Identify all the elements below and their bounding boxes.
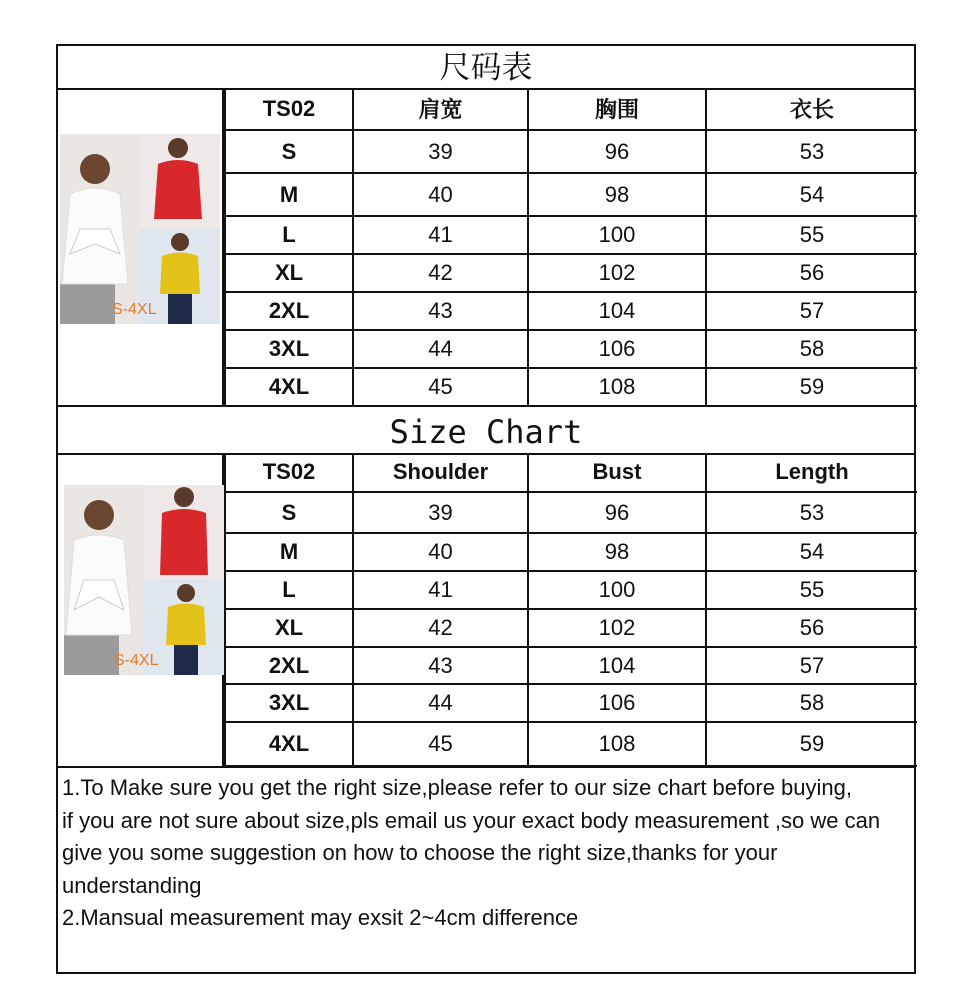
size-cell: 4XL	[225, 722, 353, 766]
table-row	[225, 368, 917, 406]
value-cell: 56	[706, 254, 917, 292]
header-cell: 胸围	[528, 88, 706, 130]
header-cell: TS02	[225, 453, 353, 492]
value-cell: 98	[528, 173, 706, 216]
value-cell: 45	[353, 722, 528, 766]
table-header-row	[225, 453, 917, 492]
size-cell: S	[225, 492, 353, 533]
size-cell: XL	[225, 609, 353, 647]
table-row	[225, 571, 917, 609]
value-cell: 96	[528, 492, 706, 533]
chinese-title: 尺码表	[439, 50, 533, 86]
chinese-size-table	[224, 88, 917, 407]
english-size-table	[224, 453, 917, 767]
table-row	[225, 647, 917, 684]
size-cell: 4XL	[225, 368, 353, 406]
value-cell: 55	[706, 216, 917, 254]
value-cell: 54	[706, 173, 917, 216]
table-row	[225, 330, 917, 368]
value-cell: 41	[353, 216, 528, 254]
value-cell: 39	[353, 492, 528, 533]
value-cell: 43	[353, 647, 528, 684]
value-cell: 59	[706, 722, 917, 766]
value-cell: 55	[706, 571, 917, 609]
size-cell: M	[225, 173, 353, 216]
size-cell: L	[225, 571, 353, 609]
value-cell: 98	[528, 533, 706, 571]
header-cell: Shoulder	[353, 453, 528, 492]
value-cell: 57	[706, 292, 917, 330]
value-cell: 39	[353, 130, 528, 173]
size-cell: 2XL	[225, 647, 353, 684]
value-cell: 42	[353, 609, 528, 647]
value-cell: 43	[353, 292, 528, 330]
header-cell: TS02	[225, 88, 353, 130]
note-line: if you are not sure about size,pls email us your exact body measurement ,so we can give you some suggestion on how to choose the right size,thanks for your understanding	[62, 807, 881, 898]
size-cell: 3XL	[225, 684, 353, 722]
english-title: Size Chart	[389, 413, 583, 451]
table-row	[225, 173, 917, 216]
value-cell: 104	[528, 292, 706, 330]
value-cell: 106	[528, 330, 706, 368]
header-cell: Bust	[528, 453, 706, 492]
size-chart-document	[56, 44, 916, 974]
value-cell: 40	[353, 533, 528, 571]
value-cell: 56	[706, 609, 917, 647]
value-cell: 44	[353, 330, 528, 368]
value-cell: 102	[528, 609, 706, 647]
table-row	[225, 609, 917, 647]
size-cell: M	[225, 533, 353, 571]
product-photo	[64, 485, 224, 675]
svg-text:S-4XL: S-4XL	[112, 301, 157, 318]
svg-text:S-4XL: S-4XL	[114, 652, 159, 669]
value-cell: 59	[706, 368, 917, 406]
value-cell: 53	[706, 492, 917, 533]
value-cell: 108	[528, 722, 706, 766]
size-notes	[62, 772, 910, 935]
note-line: 2.Mansual measurement may exsit 2~4cm difference	[62, 905, 579, 930]
table-row	[225, 533, 917, 571]
value-cell: 108	[528, 368, 706, 406]
table-row	[225, 254, 917, 292]
value-cell: 42	[353, 254, 528, 292]
table-row	[225, 684, 917, 722]
value-cell: 106	[528, 684, 706, 722]
value-cell: 96	[528, 130, 706, 173]
size-cell: L	[225, 216, 353, 254]
header-cell: 肩宽	[353, 88, 528, 130]
size-cell: 3XL	[225, 330, 353, 368]
note-line: 1.To Make sure you get the right size,please refer to our size chart before buying,	[62, 775, 852, 800]
value-cell: 100	[528, 571, 706, 609]
value-cell: 45	[353, 368, 528, 406]
value-cell: 54	[706, 533, 917, 571]
table-header-row	[225, 88, 917, 130]
value-cell: 44	[353, 684, 528, 722]
table-row	[225, 216, 917, 254]
header-cell: Length	[706, 453, 917, 492]
product-photo-collage	[58, 88, 224, 405]
value-cell: 58	[706, 684, 917, 722]
value-cell: 57	[706, 647, 917, 684]
value-cell: 40	[353, 173, 528, 216]
size-cell: XL	[225, 254, 353, 292]
value-cell: 53	[706, 130, 917, 173]
value-cell: 102	[528, 254, 706, 292]
value-cell: 41	[353, 571, 528, 609]
table-row	[225, 292, 917, 330]
product-photo-collage	[58, 453, 224, 766]
size-cell: S	[225, 130, 353, 173]
value-cell: 58	[706, 330, 917, 368]
value-cell: 100	[528, 216, 706, 254]
table-row	[225, 492, 917, 533]
value-cell: 104	[528, 647, 706, 684]
header-cell: 衣长	[706, 88, 917, 130]
table-row	[225, 130, 917, 173]
product-photo	[60, 134, 220, 324]
table-row	[225, 722, 917, 766]
size-cell: 2XL	[225, 292, 353, 330]
